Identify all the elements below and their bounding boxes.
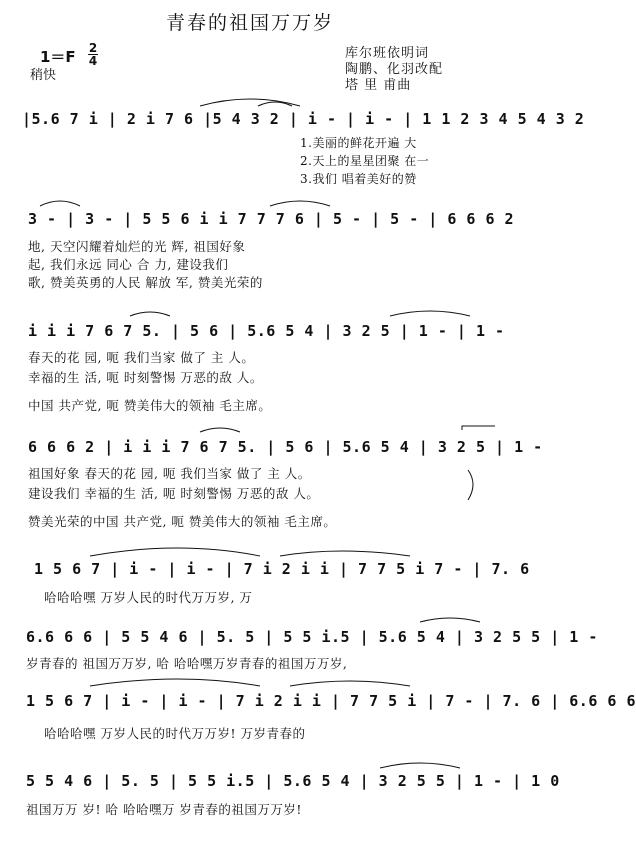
key-signature: 1＝F [40,48,76,66]
volta-bracket [462,426,495,430]
system-7-lyrics: 哈哈哈嘿 万岁人民的时代万万岁! 万岁青春的 [44,726,306,741]
credit-arranger: 陶鹏、化羽改配 [345,62,444,77]
system-1-lyrics-verse-2: 2.天上的星星团聚 在一 [300,154,430,168]
slur-arc [200,428,240,432]
slur-arc [280,551,410,556]
system-7-notes: 1 5 6 7 | i - | i - | 7 i 2 i i | 7 7 5 i | 7 - | 7. 6 | 6.6 6 6 [26,692,636,710]
system-5-notes: 1 5 6 7 | i - | i - | 7 i 2 i i | 7 7 5 i 7 - | 7. 6 [34,560,530,578]
system-2-notes: 3 - | 3 - | 5 5 6 i i 7 7 7 6 | 5 - | 5 - | 6 6 6 2 [28,210,515,228]
system-1-lyrics-verse-3: 3.我们 唱着美好的赞 [300,172,417,186]
tempo-marking: 稍快 [30,68,57,83]
system-4-lyrics-verse-3: 赞美光荣的中国 共产党, 呃 赞美伟大的领袖 毛主席。 [28,514,337,529]
system-6-notes: 6.6 6 6 | 5 5 4 6 | 5. 5 | 5 5 i.5 | 5.6 5 4 | 3 2 5 5 | 1 - [26,628,598,646]
system-4-lyrics-verse-2: 建设我们 幸福的生 活, 呃 时刻警惕 万恶的敌 人。 [28,486,320,501]
meter-bottom: 4 [88,54,98,68]
system-8-notes: 5 5 4 6 | 5. 5 | 5 5 i.5 | 5.6 5 4 | 3 2 5 5 | 1 - | 1 0 [26,772,560,790]
system-5-lyrics: 哈哈哈嘿 万岁人民的时代万万岁, 万 [44,590,253,605]
system-6-lyrics: 岁青春的 祖国万万岁, 哈 哈哈嘿万岁青春的祖国万万岁, [26,656,348,671]
system-3-lyrics-verse-2: 幸福的生 活, 呃 时刻警惕 万恶的敌 人。 [28,370,263,385]
credit-lyricist: 库尔班依明词 [345,46,430,61]
repeat-end-bracket [468,470,473,500]
system-3-notes: i i i 7 6 7 5. | 5 6 | 5.6 5 4 | 3 2 5 | 1 - | 1 - [28,322,505,340]
system-2-lyrics-verse-3: 歌, 赞美英勇的人民 解放 军, 赞美光荣的 [28,275,263,290]
slur-arc [290,681,410,686]
system-3-lyrics-verse-1: 春天的花 园, 呃 我们当家 做了 主 人。 [28,350,255,365]
slur-arc [390,311,470,316]
slur-arc [90,679,260,686]
system-4-lyrics-verse-1: 祖国好象 春天的花 园, 呃 我们当家 做了 主 人。 [28,466,311,481]
meter-top: 2 [88,41,98,55]
slur-arc [130,312,170,316]
slur-arc [40,201,80,206]
slur-arc [200,99,300,106]
slur-arc [420,618,480,622]
slur-arc [380,763,460,768]
system-3-lyrics-verse-3: 中国 共产党, 呃 赞美伟大的领袖 毛主席。 [28,398,272,413]
system-2-lyrics-verse-1: 地, 天空闪耀着灿烂的光 辉, 祖国好象 [28,239,246,254]
system-4-notes: 6 6 6 2 | i i i 7 6 7 5. | 5 6 | 5.6 5 4 | 3 2 5 | 1 - [28,438,543,456]
slur-arc [90,548,260,556]
slur-arc [270,201,330,206]
system-1-notes: |5.6 7 i | 2 i 7 6 |5 4 3 2 | i - | i - | 1 1 2 3 4 5 4 3 2 [22,110,585,128]
system-2-lyrics-verse-2: 起, 我们永远 同心 合 力, 建设我们 [28,257,229,272]
song-title: 青春的祖国万万岁 [165,12,334,34]
system-8-lyrics: 祖国万万 岁! 哈 哈哈嘿万 岁青春的祖国万万岁! [26,802,302,817]
system-1-lyrics-verse-1: 1.美丽的鲜花开遍 大 [300,136,417,150]
credit-composer: 塔 里 甫曲 [345,78,412,93]
